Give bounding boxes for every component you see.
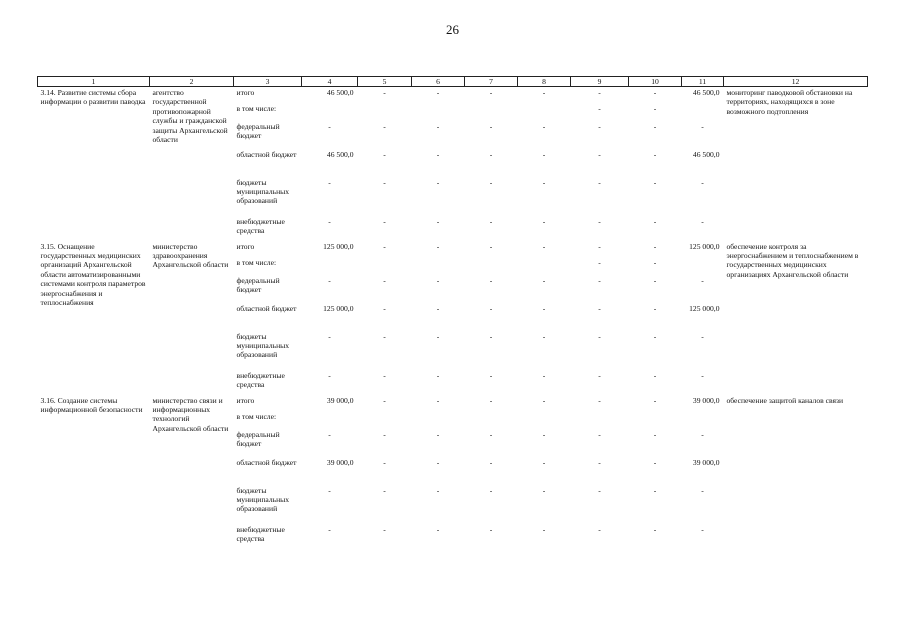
amount-cell: -: [542, 370, 546, 380]
amount-cell: -: [653, 103, 657, 113]
amount-cell: [571, 412, 629, 430]
amount-cell: -: [701, 275, 704, 285]
funding-source: федеральный бюджет: [236, 275, 280, 294]
funding-source: в том числе:: [236, 257, 277, 267]
funding-source: бюджеты муниципальных образований: [236, 485, 290, 514]
amount-cell: 46 500,0: [692, 88, 720, 97]
amount-cell: 125 000,0: [323, 241, 354, 251]
amount-cell: 39 000,0: [692, 395, 720, 405]
amount-cell: -: [701, 216, 704, 226]
column-number: 11: [682, 77, 724, 87]
funding-row: [38, 395, 868, 412]
amount-cell: -: [436, 485, 440, 495]
amount-cell: [465, 258, 518, 276]
amount-cell: -: [598, 370, 601, 380]
executor: министерство связи и информационных технологий Архангельской области: [152, 395, 229, 433]
amount-cell: [302, 412, 358, 430]
amount-cell: -: [436, 177, 440, 187]
amount-cell: -: [328, 275, 331, 285]
amount-cell: -: [653, 331, 657, 341]
amount-cell: -: [436, 370, 440, 380]
funding-source: итого: [236, 395, 255, 405]
amount-cell: [358, 412, 412, 430]
amount-cell: -: [542, 121, 546, 131]
column-number: 5: [358, 77, 412, 87]
column-number: 12: [724, 77, 868, 87]
amount-cell: -: [653, 257, 657, 267]
amount-cell: -: [701, 524, 704, 534]
funding-source: итого: [236, 241, 255, 251]
amount-cell: -: [598, 149, 601, 159]
amount-cell: -: [383, 370, 386, 380]
amount-cell: -: [383, 303, 386, 313]
amount-cell: -: [328, 331, 331, 341]
program-measures-table: [37, 76, 868, 549]
amount-cell: -: [701, 429, 704, 439]
amount-cell: -: [653, 429, 657, 439]
amount-cell: -: [489, 331, 493, 341]
amount-cell: 46 500,0: [692, 149, 720, 159]
funding-source: бюджеты муниципальных образований: [236, 331, 290, 360]
expected-result: мониторинг паводковой обстановки на территориях, находящихся в зоне возможного подтопления: [726, 88, 853, 116]
amount-cell: -: [653, 524, 657, 534]
amount-cell: -: [328, 429, 331, 439]
amount-cell: [302, 104, 358, 122]
amount-cell: -: [383, 241, 386, 251]
amount-cell: -: [328, 485, 331, 495]
amount-cell: -: [489, 177, 493, 187]
amount-cell: -: [489, 395, 493, 405]
amount-cell: -: [489, 216, 493, 226]
amount-cell: -: [653, 370, 657, 380]
amount-cell: -: [436, 121, 440, 131]
funding-row: [38, 241, 868, 258]
amount-cell: -: [328, 524, 331, 534]
measure-name: 3.16. Создание системы информационной безопасности: [40, 395, 143, 414]
amount-cell: -: [383, 485, 386, 495]
amount-cell: -: [489, 241, 493, 251]
amount-cell: [358, 104, 412, 122]
funding-row: [38, 87, 868, 104]
amount-cell: -: [489, 303, 493, 313]
column-number: 8: [518, 77, 571, 87]
amount-cell: -: [436, 395, 440, 405]
funding-source: бюджеты муниципальных образований: [236, 177, 290, 206]
amount-cell: [518, 412, 571, 430]
amount-cell: -: [598, 257, 601, 267]
amount-cell: -: [598, 177, 601, 187]
amount-cell: -: [489, 457, 493, 467]
amount-cell: -: [542, 149, 546, 159]
amount-cell: [302, 258, 358, 276]
funding-source: итого: [236, 88, 255, 97]
funding-source: федеральный бюджет: [236, 429, 280, 448]
amount-cell: -: [436, 275, 440, 285]
amount-cell: -: [436, 524, 440, 534]
amount-cell: -: [383, 177, 386, 187]
amount-cell: [682, 104, 724, 122]
amount-cell: [465, 412, 518, 430]
funding-source: областной бюджет: [236, 149, 297, 159]
amount-cell: -: [701, 331, 704, 341]
measure-name: 3.15. Оснащение государственных медицинских организаций Архангельской области автоматизированными системами контроля параметров энергоснабжения и теплоснабжения: [40, 241, 146, 307]
amount-cell: [412, 412, 465, 430]
column-number: 1: [38, 77, 150, 87]
amount-cell: 46 500,0: [326, 149, 354, 159]
amount-cell: 125 000,0: [689, 303, 720, 313]
executor: министерство здравоохранения Архангельской области: [152, 241, 229, 270]
amount-cell: -: [383, 457, 386, 467]
column-number: 6: [412, 77, 465, 87]
executor: агентство государственной противопожарной службы и гражданской защиты Архангельской области: [152, 88, 228, 145]
amount-cell: [518, 258, 571, 276]
amount-cell: -: [383, 121, 386, 131]
measure-name: 3.14. Развитие системы сбора информации о развитии паводка: [40, 88, 146, 107]
amount-cell: -: [436, 149, 440, 159]
amount-cell: -: [598, 485, 601, 495]
amount-cell: -: [489, 524, 493, 534]
column-number: 9: [571, 77, 629, 87]
amount-cell: -: [489, 88, 493, 97]
amount-cell: -: [436, 331, 440, 341]
amount-cell: 46 500,0: [326, 88, 354, 97]
amount-cell: -: [598, 241, 601, 251]
amount-cell: -: [436, 241, 440, 251]
amount-cell: 39 000,0: [326, 457, 354, 467]
amount-cell: -: [598, 429, 601, 439]
amount-cell: -: [701, 121, 704, 131]
amount-cell: -: [328, 370, 331, 380]
amount-cell: -: [598, 395, 601, 405]
amount-cell: -: [542, 177, 546, 187]
amount-cell: -: [653, 121, 657, 131]
amount-cell: -: [542, 216, 546, 226]
amount-cell: -: [598, 275, 601, 285]
amount-cell: -: [542, 457, 546, 467]
amount-cell: -: [383, 395, 386, 405]
amount-cell: [682, 258, 724, 276]
amount-cell: -: [598, 121, 601, 131]
amount-cell: -: [598, 216, 601, 226]
funding-source: областной бюджет: [236, 457, 297, 467]
funding-source: внебюджетные средства: [236, 370, 285, 389]
amount-cell: [629, 412, 682, 430]
amount-cell: -: [436, 457, 440, 467]
column-number: 7: [465, 77, 518, 87]
funding-source: внебюджетные средства: [236, 524, 285, 543]
amount-cell: -: [436, 216, 440, 226]
amount-cell: -: [598, 88, 601, 97]
amount-cell: -: [489, 370, 493, 380]
amount-cell: -: [701, 485, 704, 495]
amount-cell: [518, 104, 571, 122]
amount-cell: -: [653, 395, 657, 405]
amount-cell: -: [542, 429, 546, 439]
amount-cell: -: [328, 121, 331, 131]
amount-cell: [412, 104, 465, 122]
amount-cell: -: [653, 303, 657, 313]
amount-cell: -: [542, 241, 546, 251]
amount-cell: [682, 412, 724, 430]
funding-source: областной бюджет: [236, 303, 297, 313]
column-number: 10: [629, 77, 682, 87]
amount-cell: -: [383, 216, 386, 226]
funding-source: внебюджетные средства: [236, 216, 285, 235]
amount-cell: -: [598, 303, 601, 313]
amount-cell: -: [598, 331, 601, 341]
amount-cell: -: [653, 485, 657, 495]
amount-cell: -: [653, 457, 657, 467]
expected-result: обеспечение защитой каналов связи: [726, 395, 844, 405]
amount-cell: -: [701, 370, 704, 380]
amount-cell: -: [542, 331, 546, 341]
amount-cell: 39 000,0: [692, 457, 720, 467]
amount-cell: -: [542, 275, 546, 285]
amount-cell: -: [542, 524, 546, 534]
funding-source: федеральный бюджет: [236, 121, 280, 140]
amount-cell: -: [489, 429, 493, 439]
amount-cell: -: [598, 524, 601, 534]
column-number: 4: [302, 77, 358, 87]
amount-cell: -: [489, 275, 493, 285]
amount-cell: -: [653, 241, 657, 251]
amount-cell: -: [653, 275, 657, 285]
amount-cell: 125 000,0: [323, 303, 354, 313]
amount-cell: -: [489, 121, 493, 131]
amount-cell: -: [328, 177, 331, 187]
column-number: 3: [234, 77, 302, 87]
amount-cell: -: [653, 149, 657, 159]
amount-cell: -: [436, 429, 440, 439]
amount-cell: -: [542, 395, 546, 405]
amount-cell: -: [328, 216, 331, 226]
amount-cell: -: [436, 88, 440, 97]
amount-cell: -: [653, 216, 657, 226]
amount-cell: 39 000,0: [326, 395, 354, 405]
amount-cell: [412, 258, 465, 276]
amount-cell: [358, 258, 412, 276]
funding-source: в том числе:: [236, 411, 277, 421]
amount-cell: 125 000,0: [689, 241, 720, 251]
amount-cell: -: [383, 429, 386, 439]
amount-cell: -: [383, 524, 386, 534]
expected-result: обеспечение контроля за энергоснабжением и теплоснабжением в государственных медицинских организациях Архангельской области: [726, 241, 859, 279]
amount-cell: -: [383, 331, 386, 341]
amount-cell: [465, 104, 518, 122]
amount-cell: -: [383, 149, 386, 159]
amount-cell: -: [701, 177, 704, 187]
amount-cell: -: [542, 88, 546, 97]
amount-cell: -: [383, 88, 386, 97]
amount-cell: -: [653, 88, 657, 97]
amount-cell: -: [598, 103, 601, 113]
amount-cell: -: [598, 457, 601, 467]
column-number: 2: [150, 77, 234, 87]
amount-cell: -: [489, 485, 493, 495]
amount-cell: -: [489, 149, 493, 159]
amount-cell: -: [653, 177, 657, 187]
page-number: 26: [446, 22, 459, 37]
amount-cell: -: [383, 275, 386, 285]
funding-source: в том числе:: [236, 103, 277, 113]
amount-cell: -: [542, 303, 546, 313]
amount-cell: -: [436, 303, 440, 313]
amount-cell: -: [542, 485, 546, 495]
column-number-row: [38, 77, 868, 87]
